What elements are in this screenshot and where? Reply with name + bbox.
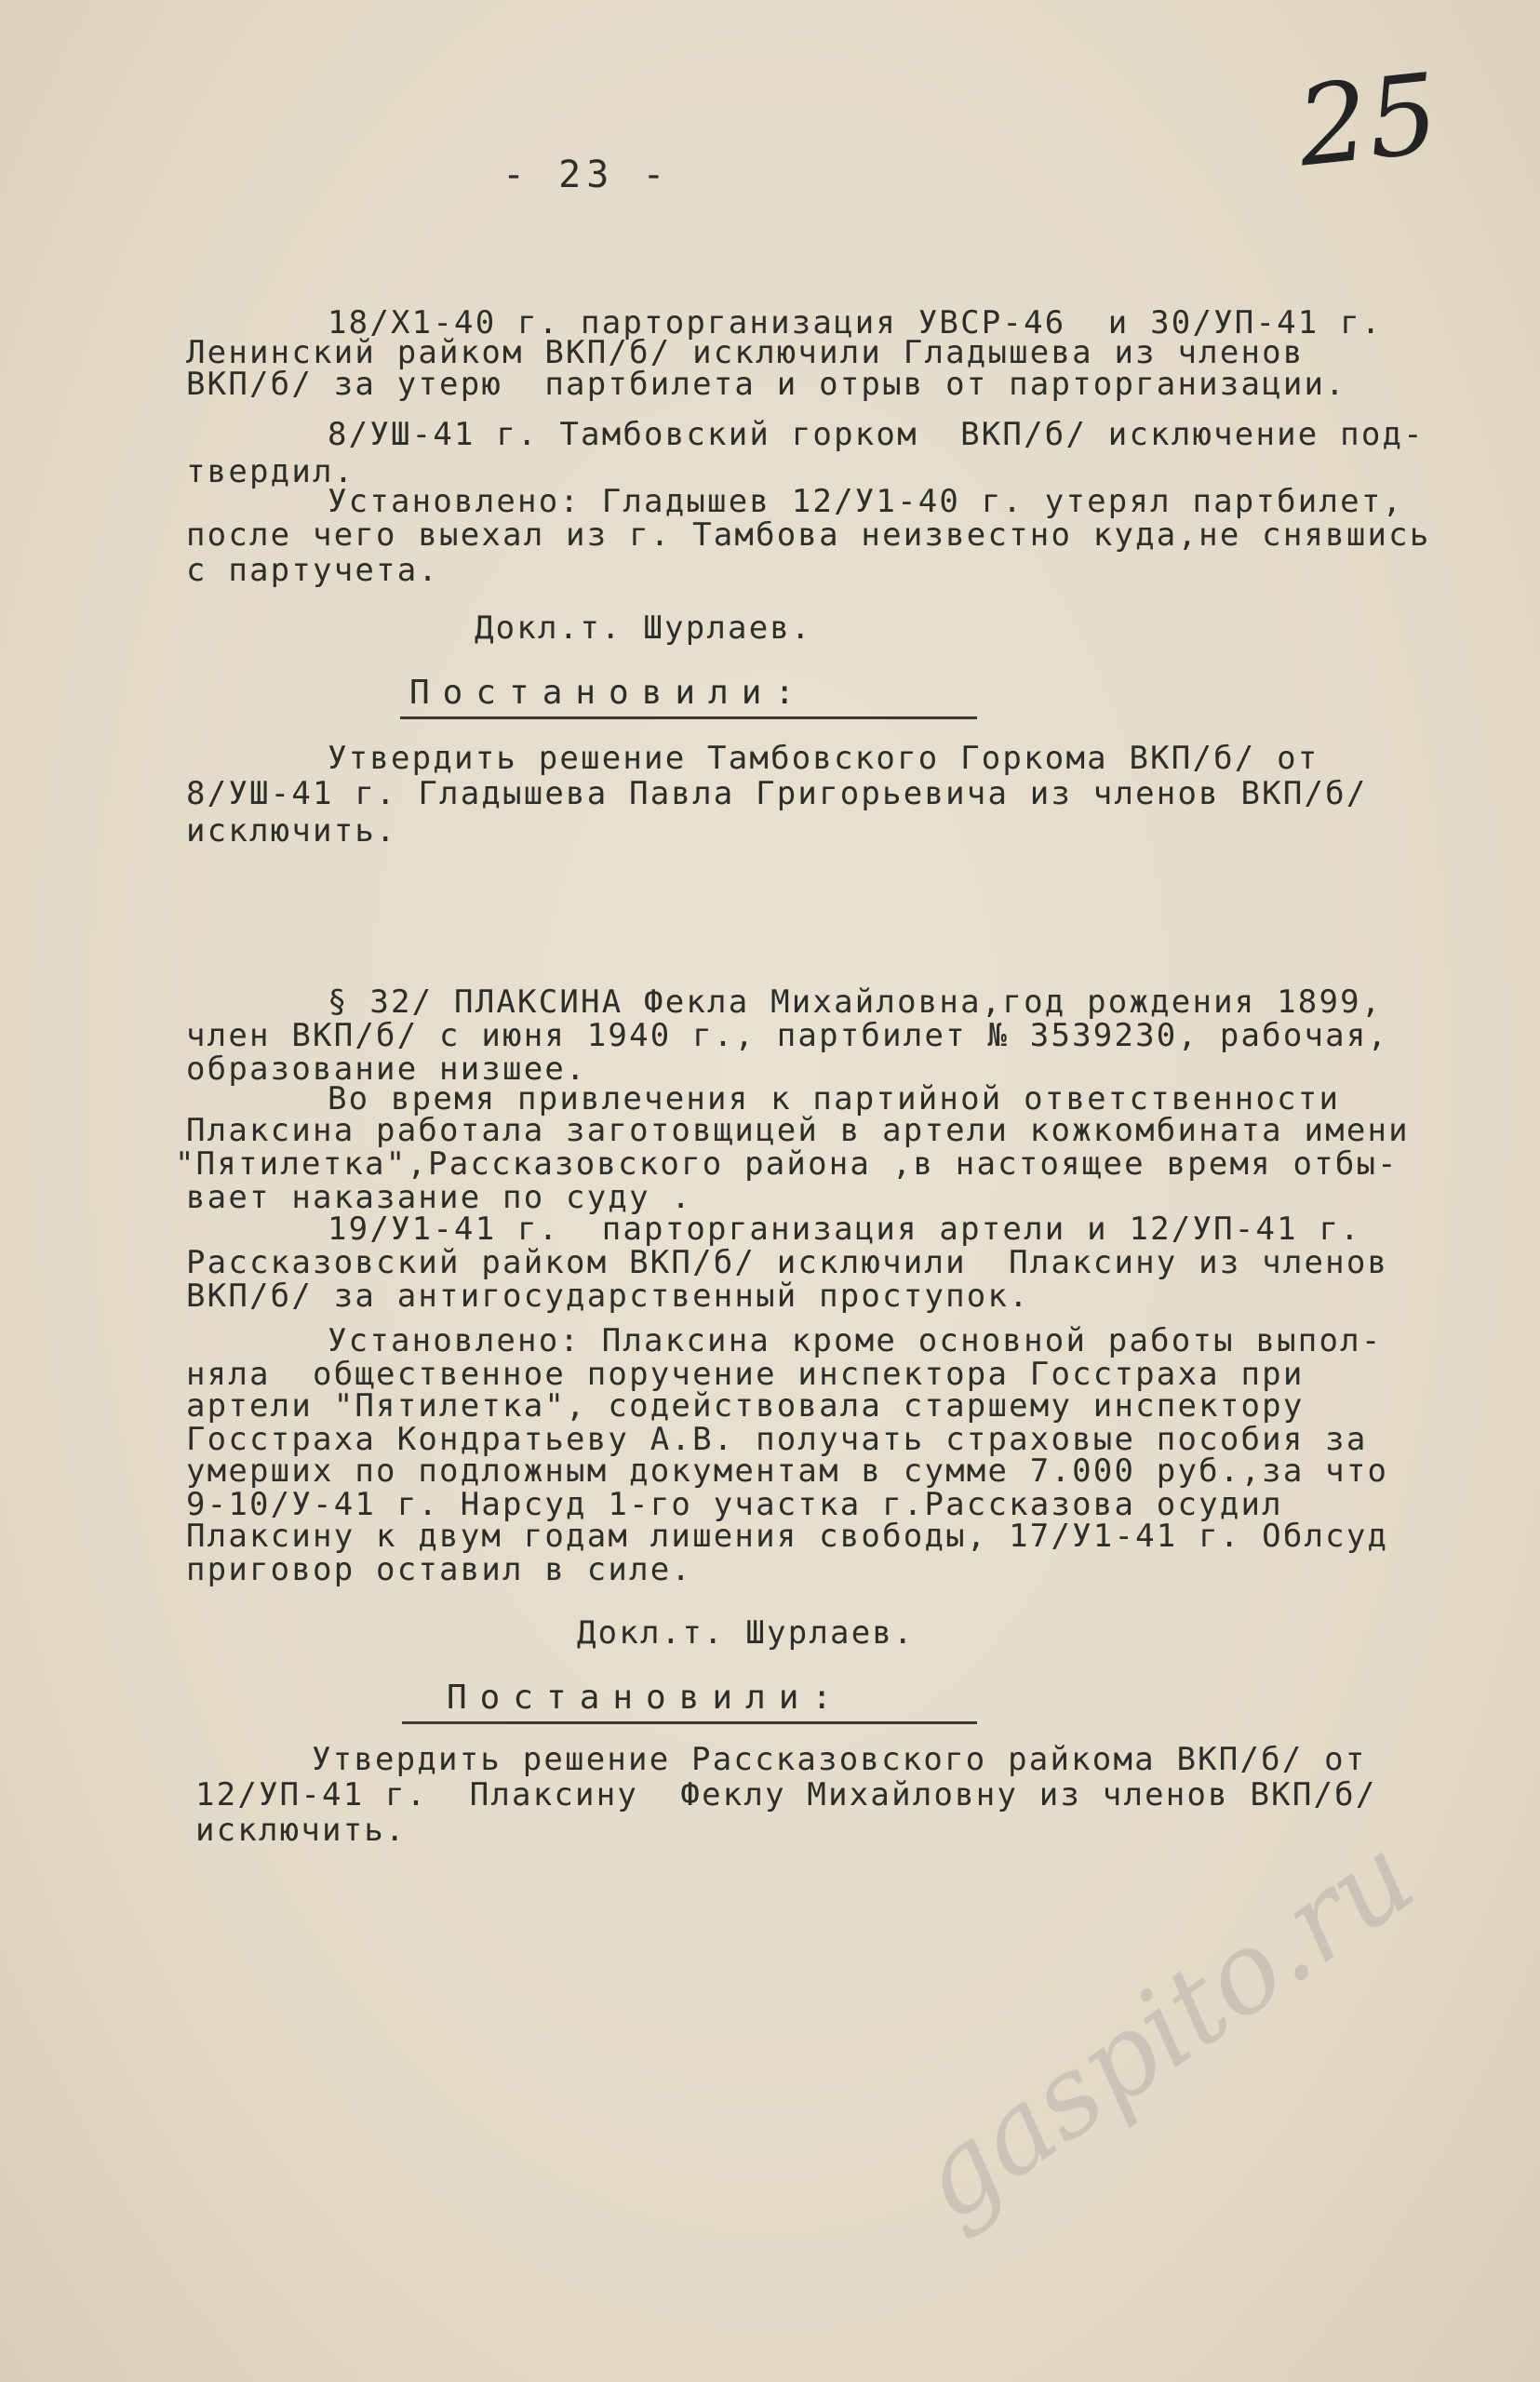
case2-line: § 32/ ПЛАКСИНА Фекла Михайловна,год рождения 1899, [328, 984, 1383, 1021]
case1-line: 8/УШ-41 г. Тамбовский горком ВКП/б/ исключение под- [328, 416, 1425, 453]
case2-line: Госстраха Кондратьеву А.В. получать страховые пособия за [186, 1421, 1368, 1458]
site-watermark: gaspito.ru [893, 1811, 1438, 2246]
case2-line: Плаксину к двум годам лишения свободы, 17/У1-41 г. Облсуд [186, 1518, 1389, 1555]
case1-line: после чего выехал из г. Тамбова неизвестно куда,не снявшись [186, 516, 1431, 554]
case2-line: Плаксина работала заготовщицей в артели кожкомбината имени [186, 1112, 1410, 1149]
heading-underline [400, 716, 977, 719]
heading-underline [402, 1721, 977, 1724]
case2-line: вает наказание по суду . [186, 1179, 693, 1216]
decision-line: исключить. [186, 812, 397, 850]
case2-line: Во время привлечения к партийной ответственности [328, 1080, 1341, 1117]
case1-line: ВКП/б/ за утерю партбилета и отрыв от парторганизации. [186, 366, 1346, 403]
decision-line: Утвердить решение Тамбовского Горкома ВКП/б/ от [328, 740, 1319, 777]
case2-line: умерших по подложным документам в сумме 7.000 руб.,за что [186, 1452, 1389, 1490]
case2-line: Рассказовский райком ВКП/б/ исключили Плаксину из членов [186, 1244, 1389, 1281]
case2-line: ВКП/б/ за антигосударственный проступок. [186, 1278, 1030, 1315]
case2-line: член ВКП/б/ с июня 1940 г., партбилет № 3539230, рабочая, [186, 1017, 1389, 1054]
case2-line: 9-10/У-41 г. Нарсуд 1-го участка г.Рассказова осудил [186, 1486, 1283, 1523]
case2-line: артели "Пятилетка", содействовала старшему инспектору [186, 1387, 1305, 1425]
case2-line: 19/У1-41 г. парторганизация артели и 12/УП-41 г. [328, 1211, 1361, 1248]
case1-line: твердил. [186, 453, 355, 490]
case2-line: Установлено: Плаксина кроме основной работы выпол- [328, 1322, 1383, 1359]
speaker-line: Докл.т. Шурлаев. [577, 1614, 915, 1652]
decision-line: Утвердить решение Рассказовского райкома ВКП/б/ от [312, 1741, 1367, 1778]
case2-line: приговор оставил в силе. [186, 1551, 693, 1588]
handwritten-folio-number: 25 [1292, 48, 1444, 192]
decision-line: исключить. [195, 1812, 407, 1849]
case1-line: 18/Х1-40 г. парторганизация УВСР-46 и 30/УП-41 г. [328, 304, 1383, 341]
decision-heading: Постановили: [447, 1679, 846, 1717]
speaker-line: Докл.т. Шурлаев. [475, 609, 812, 647]
decision-line: 12/УП-41 г. Плаксину Феклу Михайловну из членов ВКП/б/ [195, 1776, 1377, 1813]
case1-line: Установлено: Гладышев 12/У1-40 г. утерял партбилет, [328, 483, 1404, 520]
case1-line: с партучета. [186, 552, 440, 589]
page-number: - 23 - [502, 154, 671, 196]
case2-line: образование низшее. [186, 1050, 587, 1088]
decision-heading: Постановили: [409, 674, 809, 712]
case1-line: Ленинский райком ВКП/б/ исключили Гладышева из членов [186, 334, 1305, 371]
decision-line: 8/УШ-41 г. Гладышева Павла Григорьевича из членов ВКП/б/ [186, 775, 1368, 812]
case2-line: "Пятилетка",Рассказовского района ,в настоящее время отбы- [175, 1145, 1399, 1183]
case2-line: няла общественное поручение инспектора Госстраха при [186, 1356, 1305, 1393]
